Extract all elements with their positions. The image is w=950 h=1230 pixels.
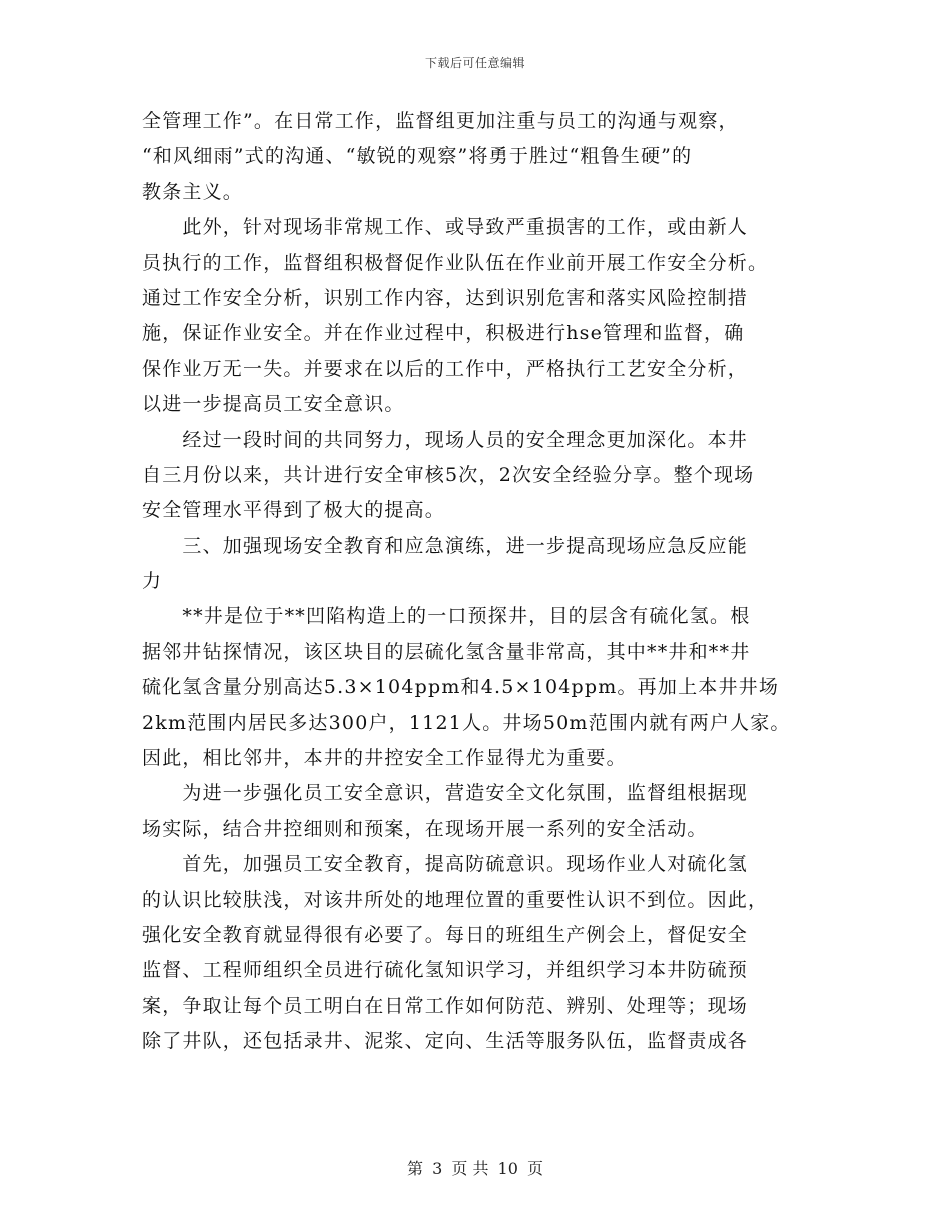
text-line: 自三月份以来，共计进行安全审核5次，2次安全经验分享。整个现场 — [142, 463, 755, 486]
section-heading-line: 三、加强现场安全教育和应急演练，进一步提高现场应急反应能 — [142, 534, 749, 557]
text-line: 此外，针对现场非常规工作、或导致严重损害的工作，或由新人 — [142, 216, 749, 239]
page-suffix: 页 — [527, 1159, 544, 1178]
page-header: 下载后可任意编辑 — [424, 56, 525, 70]
text-line: 据邻井钻探情况，该区块目的层硫化氢含量非常高，其中**井和**井 — [142, 640, 751, 663]
text-line: 因此，相比邻井，本井的井控安全工作显得尤为重要。 — [142, 747, 627, 770]
text-line: 以进一步提高员工安全意识。 — [142, 393, 405, 416]
text-line: 监督、工程师组织全员进行硫化氢知识学习，并组织学习本井防硫预 — [142, 959, 749, 982]
text-line: **井是位于**凹陷构造上的一口预探井，目的层含有硫化氢。根 — [142, 605, 751, 628]
section-heading-line: 力 — [142, 570, 163, 593]
text-line: 的认识比较肤浅，对该井所处的地理位置的重要性认识不到位。因此， — [142, 888, 769, 911]
text-line: 施，保证作业安全。并在作业过程中，积极进行hse管理和监督，确 — [142, 322, 745, 345]
text-line: 为进一步强化员工安全意识，营造安全文化氛围，监督组根据现 — [142, 782, 749, 805]
text-line: 安全管理水平得到了极大的提高。 — [142, 499, 446, 522]
text-line: 保作业万无一失。并要求在以后的工作中，严格执行工艺安全分析， — [142, 357, 749, 380]
page-middle: 页 共 — [451, 1159, 489, 1178]
text-line: 场实际，结合井控细则和预案，在现场开展一系列的安全活动。 — [142, 817, 708, 840]
text-line: 教条主义。 — [142, 180, 244, 203]
total-pages: 10 — [497, 1159, 518, 1178]
text-line: 全管理工作”。在日常工作，监督组更加注重与员工的沟通与观察， — [142, 110, 739, 132]
page-footer — [0, 1156, 950, 1179]
text-line: 通过工作安全分析，识别工作内容，达到识别危害和落实风险控制措 — [142, 286, 749, 309]
text-line: 硫化氢含量分别高达5.3×104ppm和4.5×104ppm。再加上本井井场 — [142, 676, 780, 699]
text-line: 首先，加强员工安全教育，提高防硫意识。现场作业人对硫化氢 — [142, 853, 749, 876]
text-line: “和风细雨”式的沟通、“敏锐的观察”将勇于胜过“粗鲁生硬”的 — [142, 145, 693, 168]
text-line: 经过一段时间的共同努力，现场人员的安全理念更加深化。本井 — [142, 428, 749, 451]
document-body — [142, 104, 808, 1060]
text-line: 2km范围内居民多达300户，1121人。井场50m范围内就有两户人家。 — [142, 711, 791, 734]
page-number: 3 — [432, 1159, 443, 1178]
text-line: 案，争取让每个员工明白在日常工作如何防范、辨别、处理等；现场 — [142, 994, 749, 1017]
text-line: 强化安全教育就显得很有必要了。每日的班组生产例会上，督促安全 — [142, 923, 749, 946]
text-line: 除了井队，还包括录井、泥浆、定向、生活等服务队伍，监督责成各 — [142, 1030, 749, 1053]
page-prefix: 第 — [406, 1159, 423, 1178]
text-line: 员执行的工作，监督组积极督促作业队伍在作业前开展工作安全分析。 — [142, 251, 769, 274]
